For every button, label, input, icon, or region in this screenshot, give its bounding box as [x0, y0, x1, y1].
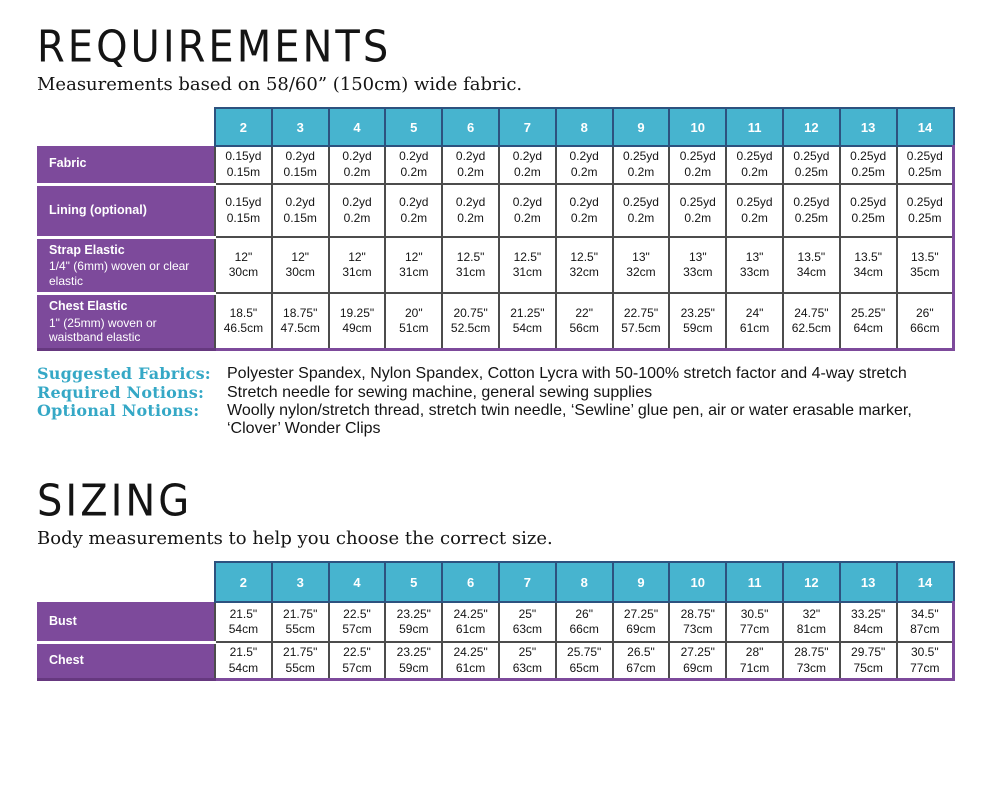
measurement-cell: 0.25yd 0.25m [897, 146, 954, 184]
note-label-suggested-fabrics: Suggested Fabrics: [37, 364, 211, 384]
row-label-text: Chest [49, 653, 84, 668]
measurement-cell: 27.25" 69cm [613, 602, 670, 642]
measurement-cell: 26.5" 67cm [613, 642, 670, 680]
measurement-cell: 22.75" 57.5cm [613, 293, 670, 349]
measurement-cell: 24.25" 61cm [442, 642, 499, 680]
measurement-cell: 0.2yd 0.2m [499, 184, 556, 237]
measurement-cell: 0.25yd 0.25m [783, 146, 840, 184]
measurement-cell: 0.25yd 0.25m [840, 184, 897, 237]
table-corner-spacer [38, 108, 215, 146]
table-row [38, 237, 954, 293]
measurement-cell: 22.5" 57cm [329, 642, 386, 680]
measurement-cell: 20" 51cm [385, 293, 442, 349]
row-sublabel-text: 1" (25mm) woven or waistband elastic [49, 315, 157, 344]
measurement-cell: 32" 81cm [783, 602, 840, 642]
measurement-cell: 13" 33cm [726, 237, 783, 293]
measurement-cell: 0.25yd 0.2m [613, 146, 670, 184]
measurement-cell: 20.75" 52.5cm [442, 293, 499, 349]
measurement-cell: 30.5" 77cm [897, 642, 954, 680]
row-label-text: Bust [49, 613, 77, 628]
measurement-cell: 0.25yd 0.25m [840, 146, 897, 184]
measurement-cell: 27.25" 69cm [669, 642, 726, 680]
size-column-header-5: 5 [385, 562, 442, 602]
note-text: Woolly nylon/stretch thread, stretch twin needle, ‘Sewline’ glue pen, air or water erasable marker, ‘Clover’ Wonder Clips [227, 401, 912, 438]
measurement-cell: 0.25yd 0.2m [726, 146, 783, 184]
measurement-cell: 23.25" 59cm [385, 642, 442, 680]
measurement-cell: 21.75" 55cm [272, 642, 329, 680]
measurement-cell: 25" 63cm [499, 642, 556, 680]
measurement-cell: 21.5" 54cm [215, 642, 272, 680]
measurement-cell: 26" 66cm [556, 602, 613, 642]
row-label-bust [38, 602, 215, 642]
row-label-lining-optional [38, 184, 215, 237]
requirements-table [37, 107, 970, 351]
sizing-title: SIZING [37, 477, 193, 527]
size-column-header-6: 6 [442, 562, 499, 602]
note-text: Stretch needle for sewing machine, general sewing supplies [227, 383, 653, 401]
measurement-cell: 12.5" 32cm [556, 237, 613, 293]
measurement-cell: 13" 32cm [613, 237, 670, 293]
row-label-text: Lining (optional) [49, 202, 147, 217]
measurement-cell: 21.5" 54cm [215, 602, 272, 642]
size-column-header-2: 2 [215, 562, 272, 602]
note-label-required-notions: Required Notions: [37, 382, 205, 402]
table-row [38, 293, 954, 349]
measurement-table [37, 561, 955, 681]
measurement-cell: 23.25" 59cm [385, 602, 442, 642]
size-column-header-11: 11 [726, 562, 783, 602]
size-column-header-13: 13 [840, 562, 897, 602]
size-column-header-7: 7 [499, 562, 556, 602]
measurement-cell: 25.25" 64cm [840, 293, 897, 349]
table-row [38, 642, 954, 680]
measurement-cell: 18.5" 46.5cm [215, 293, 272, 349]
size-column-header-10: 10 [669, 562, 726, 602]
measurement-cell: 0.25yd 0.25m [783, 184, 840, 237]
size-column-header-8: 8 [556, 108, 613, 146]
measurement-cell: 21.75" 55cm [272, 602, 329, 642]
size-column-header-12: 12 [783, 562, 840, 602]
measurement-cell: 0.15yd 0.15m [215, 184, 272, 237]
requirements-section [37, 22, 970, 438]
size-column-header-14: 14 [897, 562, 954, 602]
size-column-header-5: 5 [385, 108, 442, 146]
table-row [38, 146, 954, 184]
row-label-chest [38, 642, 215, 680]
measurement-cell: 0.2yd 0.2m [442, 146, 499, 184]
measurement-cell: 0.25yd 0.25m [897, 184, 954, 237]
measurement-cell: 12" 30cm [215, 237, 272, 293]
measurement-cell: 18.75" 47.5cm [272, 293, 329, 349]
measurement-cell: 12.5" 31cm [442, 237, 499, 293]
measurement-cell: 23.25" 59cm [669, 293, 726, 349]
measurement-cell: 29.75" 75cm [840, 642, 897, 680]
measurement-cell: 0.2yd 0.2m [385, 184, 442, 237]
measurement-cell: 12" 31cm [385, 237, 442, 293]
size-column-header-4: 4 [329, 108, 386, 146]
requirements-subtitle: Measurements based on 58/60” (150cm) wide fabric. [37, 74, 523, 95]
size-column-header-8: 8 [556, 562, 613, 602]
measurement-cell: 28" 71cm [726, 642, 783, 680]
measurement-cell: 0.2yd 0.15m [272, 146, 329, 184]
measurement-cell: 0.2yd 0.2m [329, 184, 386, 237]
measurement-cell: 0.25yd 0.2m [613, 184, 670, 237]
table-row [38, 184, 954, 237]
measurement-cell: 13.5" 35cm [897, 237, 954, 293]
measurement-cell: 13.5" 34cm [783, 237, 840, 293]
measurement-cell: 24" 61cm [726, 293, 783, 349]
size-column-header-6: 6 [442, 108, 499, 146]
size-column-header-9: 9 [613, 562, 670, 602]
note-text: Polyester Spandex, Nylon Spandex, Cotton Lycra with 50-100% stretch factor and 4-way stretch [227, 365, 907, 383]
measurement-table [37, 107, 955, 351]
size-column-header-3: 3 [272, 562, 329, 602]
measurement-cell: 0.2yd 0.2m [442, 184, 499, 237]
size-column-header-2: 2 [215, 108, 272, 146]
measurement-cell: 30.5" 77cm [726, 602, 783, 642]
size-column-header-3: 3 [272, 108, 329, 146]
sizing-table [37, 561, 970, 681]
requirements-title: REQUIREMENTS [37, 22, 392, 73]
fabric-notions-notes [37, 365, 970, 438]
size-column-header-10: 10 [669, 108, 726, 146]
measurement-cell: 0.2yd 0.2m [329, 146, 386, 184]
measurement-cell: 12" 30cm [272, 237, 329, 293]
size-column-header-4: 4 [329, 562, 386, 602]
row-label-strap-elastic [38, 237, 215, 293]
measurement-cell: 22" 56cm [556, 293, 613, 349]
measurement-cell: 0.2yd 0.2m [556, 184, 613, 237]
measurement-cell: 0.15yd 0.15m [215, 146, 272, 184]
measurement-cell: 0.25yd 0.2m [669, 184, 726, 237]
measurement-cell: 26" 66cm [897, 293, 954, 349]
measurement-cell: 0.2yd 0.2m [385, 146, 442, 184]
measurement-cell: 24.25" 61cm [442, 602, 499, 642]
measurement-cell: 12" 31cm [329, 237, 386, 293]
table-row [38, 602, 954, 642]
row-label-fabric [38, 146, 215, 184]
measurement-cell: 19.25" 49cm [329, 293, 386, 349]
size-column-header-12: 12 [783, 108, 840, 146]
row-label-text: Chest Elastic [49, 298, 128, 313]
measurement-cell: 0.2yd 0.2m [556, 146, 613, 184]
sizing-subtitle: Body measurements to help you choose the correct size. [37, 528, 553, 550]
measurement-cell: 24.75" 62.5cm [783, 293, 840, 349]
measurement-cell: 0.2yd 0.2m [499, 146, 556, 184]
measurement-cell: 21.25" 54cm [499, 293, 556, 349]
measurement-cell: 25.75" 65cm [556, 642, 613, 680]
size-column-header-14: 14 [897, 108, 954, 146]
size-column-header-7: 7 [499, 108, 556, 146]
size-column-header-11: 11 [726, 108, 783, 146]
measurement-cell: 12.5" 31cm [499, 237, 556, 293]
measurement-cell: 13.5" 34cm [840, 237, 897, 293]
measurement-cell: 33.25" 84cm [840, 602, 897, 642]
size-column-header-13: 13 [840, 108, 897, 146]
measurement-cell: 0.25yd 0.2m [726, 184, 783, 237]
row-label-text: Strap Elastic [49, 242, 125, 257]
size-column-header-9: 9 [613, 108, 670, 146]
row-label-chest-elastic [38, 293, 215, 349]
measurement-cell: 28.75" 73cm [783, 642, 840, 680]
measurement-cell: 28.75" 73cm [669, 602, 726, 642]
note-label-optional-notions: Optional Notions: [37, 400, 200, 420]
row-label-text: Fabric [49, 156, 87, 171]
measurement-cell: 34.5" 87cm [897, 602, 954, 642]
table-corner-spacer [38, 562, 215, 602]
sizing-section [37, 477, 970, 681]
measurement-cell: 13" 33cm [669, 237, 726, 293]
measurement-cell: 0.25yd 0.2m [669, 146, 726, 184]
measurement-cell: 0.2yd 0.15m [272, 184, 329, 237]
measurement-cell: 25" 63cm [499, 602, 556, 642]
measurement-cell: 22.5" 57cm [329, 602, 386, 642]
row-sublabel-text: 1/4" (6mm) woven or clear elastic [49, 259, 190, 288]
